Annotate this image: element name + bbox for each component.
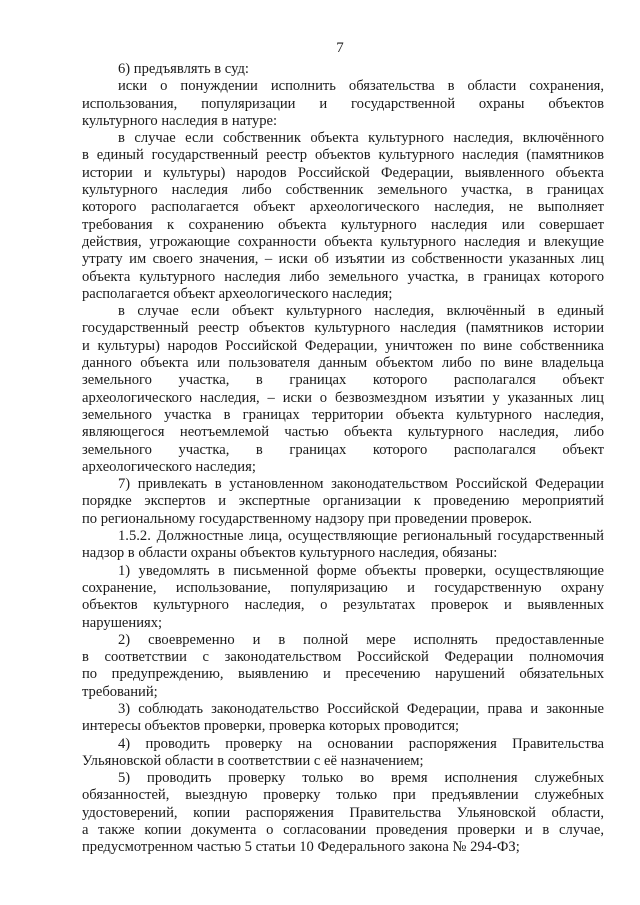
- text-line: 7) привлекать в установленном законодательством Российской Федерации: [118, 476, 604, 493]
- text-line: действия, угрожающие сохранности объекта культурного наследия и влекущие: [82, 233, 604, 250]
- text-line: предусмотренном частью 5 статьи 10 Федерального закона № 294-ФЗ;: [82, 839, 520, 856]
- text-line: 5) проводить проверку только во время исполнения служебных: [118, 770, 604, 787]
- text-line: в случае если объект культурного наследия, включённый в единый: [118, 303, 604, 320]
- text-line: земельного участка в границах территории объекта культурного наследия,: [82, 406, 604, 423]
- text-line: утрату им своего значения, – иски об изъятии из собственности указанных лиц: [82, 251, 604, 268]
- document-body: [82, 61, 604, 857]
- text-line: по предупреждению, выявлению и пресечению нарушений обязательных: [82, 666, 604, 683]
- text-line: земельного участка, в границах которого располагался объект: [82, 441, 604, 458]
- text-line: и культуры) народов Российской Федерации, уничтожен по вине собственника: [82, 337, 604, 354]
- text-line: нарушениях;: [82, 614, 163, 631]
- text-line: культурного наследия в натуре:: [82, 112, 278, 129]
- text-line: располагается объект археологического наследия;: [82, 285, 393, 302]
- text-line: в случае если собственник объекта культурного наследия, включённого: [118, 130, 604, 147]
- text-line: требований;: [82, 683, 158, 700]
- text-line: а также копии документа о согласовании проведения проверки и в случае,: [82, 822, 604, 839]
- text-line: объекта культурного наследия либо земельного участка, в границах которого: [82, 268, 604, 285]
- text-line: археологического наследия, – иски о безвозмездном изъятии у указанных лиц: [82, 389, 604, 406]
- text-line: использования, популяризации и государственной охраны объектов: [82, 95, 604, 112]
- text-line: объектов культурного наследия, о результатах проверок и выявленных: [82, 597, 604, 614]
- text-line: истории и культуры) народов Российской Федерации, выявленного объекта: [82, 164, 604, 181]
- text-line: сохранение, использование, популяризацию и государственную охрану: [82, 579, 604, 596]
- text-line: требования к сохранению объекта культурного наследия или совершает: [82, 216, 604, 233]
- text-line: 4) проводить проверку на основании распоряжения Правительства: [118, 735, 604, 752]
- text-line: надзор в области охраны объектов культурного наследия, обязаны:: [82, 545, 498, 562]
- text-line: которого располагается объект археологического наследия, не выполняет: [82, 199, 604, 216]
- text-line: 1.5.2. Должностные лица, осуществляющие региональный государственный: [118, 528, 604, 545]
- text-line: иски о понуждении исполнить обязательства в области сохранения,: [118, 78, 604, 95]
- text-line: 2) своевременно и в полной мере исполнять предоставленные: [118, 631, 604, 648]
- text-line: удостоверений, копии распоряжения Правительства Ульяновской области,: [82, 804, 604, 821]
- text-line: данного объекта или пользователя данным объектом либо по вине владельца: [82, 355, 604, 372]
- text-line: в единый государственный реестр объектов культурного наследия (памятников: [82, 147, 604, 164]
- text-line: государственный реестр объектов культурного наследия (памятников истории: [82, 320, 604, 337]
- text-line: 6) предъявлять в суд:: [118, 61, 249, 77]
- text-line: являющегося неотъемлемой частью объекта культурного наследия, либо: [82, 424, 604, 441]
- text-line: 1) уведомлять в письменной форме объекты проверки, осуществляющие: [118, 562, 604, 579]
- text-line: по региональному государственному надзору при проведении проверок.: [82, 510, 533, 527]
- text-line: земельного участка, в границах которого располагался объект: [82, 372, 604, 389]
- text-line: обязанностей, выездную проверку только при предъявлении служебных: [82, 787, 604, 804]
- text-line: 3) соблюдать законодательство Российской Федерации, права и законные: [118, 700, 604, 717]
- text-line: в соответствии с законодательством Российской Федерации полномочия: [82, 649, 604, 666]
- text-line: Ульяновской области в соответствии с её назначением;: [82, 752, 424, 769]
- text-line: интересы объектов проверки, проверка которых проводится;: [82, 718, 460, 735]
- page-number: 7: [336, 40, 344, 56]
- text-line: археологического наследия;: [82, 458, 256, 475]
- text-line: порядке экспертов и экспертные организации к проведению мероприятий: [82, 493, 604, 510]
- text-line: культурного наследия либо собственник земельного участка, в границах: [82, 182, 604, 199]
